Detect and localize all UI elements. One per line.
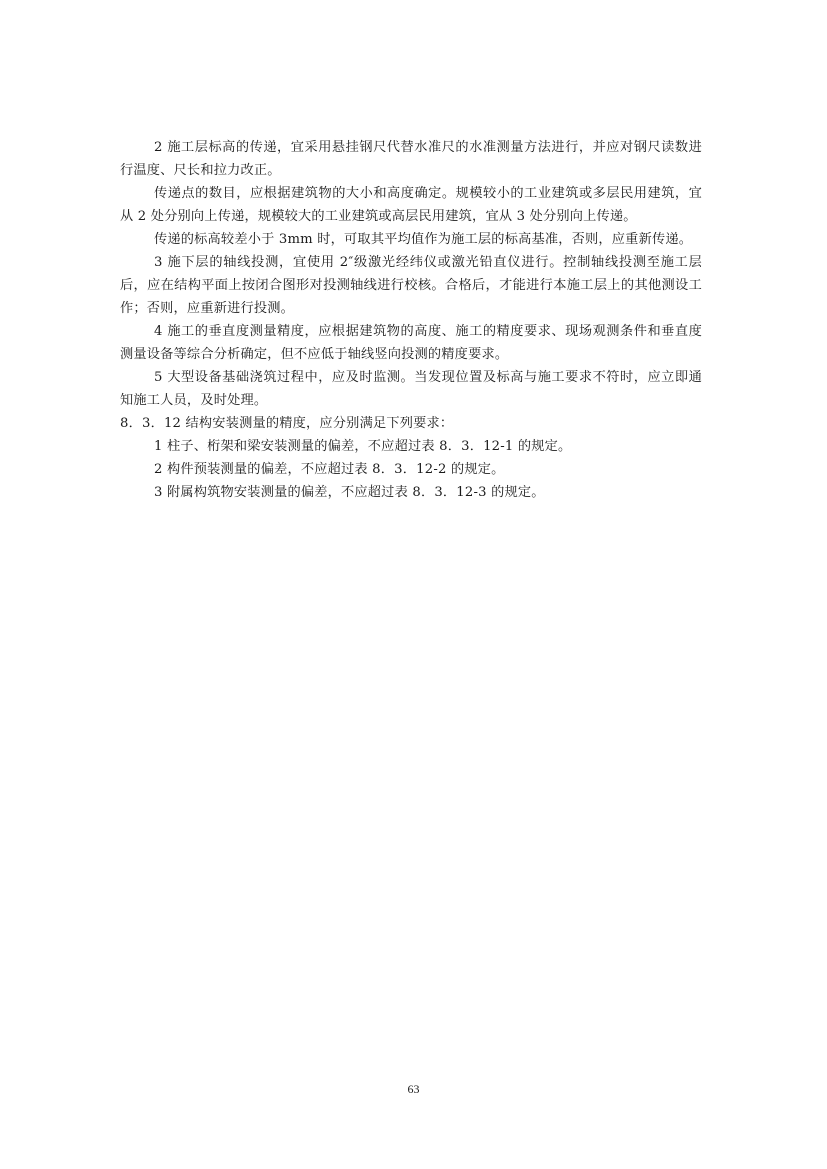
paragraph-transfer-points: 传递点的数目，应根据建筑物的大小和高度确定。规模较小的工业建筑或多层民用建筑，宜从 2 处分别向上传递，规模较大的工业建筑或高层民用建筑，宜从 3 处分别向上传递。 <box>120 186 702 224</box>
paragraph-item-3-auxiliary-structures: 3 附属构筑物安装测量的偏差，不应超过表 8．3．12-3 的规定。 <box>154 485 545 500</box>
paragraph-item-1-column-truss-beam: 1 柱子、桁架和梁安装测量的偏差，不应超过表 8．3．12-1 的规定。 <box>154 439 572 454</box>
paragraph-item-4-verticality: 4 施工的垂直度测量精度，应根据建筑物的高度、施工的精度要求、现场观测条件和垂直度测量设备等综合分析确定，但不应低于轴线竖向投测的精度要求。 <box>120 324 702 362</box>
clause-8-3-12-heading: 8．3．12 结构安装测量的精度，应分别满足下列要求： <box>120 416 454 431</box>
paragraph-item-3-axis-projection: 3 施下层的轴线投测，宜使用 2″级激光经纬仪或激光铅直仪进行。控制轴线投测至施工层后，应在结构平面上按闭合图形对投测轴线进行校核。合格后，才能进行本施工层上的其他测设工作；否则，应重新进行投测。 <box>120 255 702 316</box>
page-number: 63 <box>407 1082 420 1096</box>
body-text <box>120 136 702 504</box>
paragraph-item-5-foundation-monitoring: 5 大型设备基础浇筑过程中，应及时监测。当发现位置及标高与施工要求不符时，应立即通知施工人员，及时处理。 <box>120 370 702 408</box>
paragraph-item-2-elevation-transfer: 2 施工层标高的传递，宜采用悬挂钢尺代替水准尺的水准测量方法进行，并应对钢尺读数进行温度、尺长和拉力改正。 <box>120 140 702 178</box>
paragraph-elevation-difference: 传递的标高较差小于 3mm 时，可取其平均值作为施工层的标高基准，否则，应重新传递。 <box>154 232 693 247</box>
paragraph-item-2-component-preassembly: 2 构件预装测量的偏差，不应超过表 8．3．12-2 的规定。 <box>154 462 505 477</box>
